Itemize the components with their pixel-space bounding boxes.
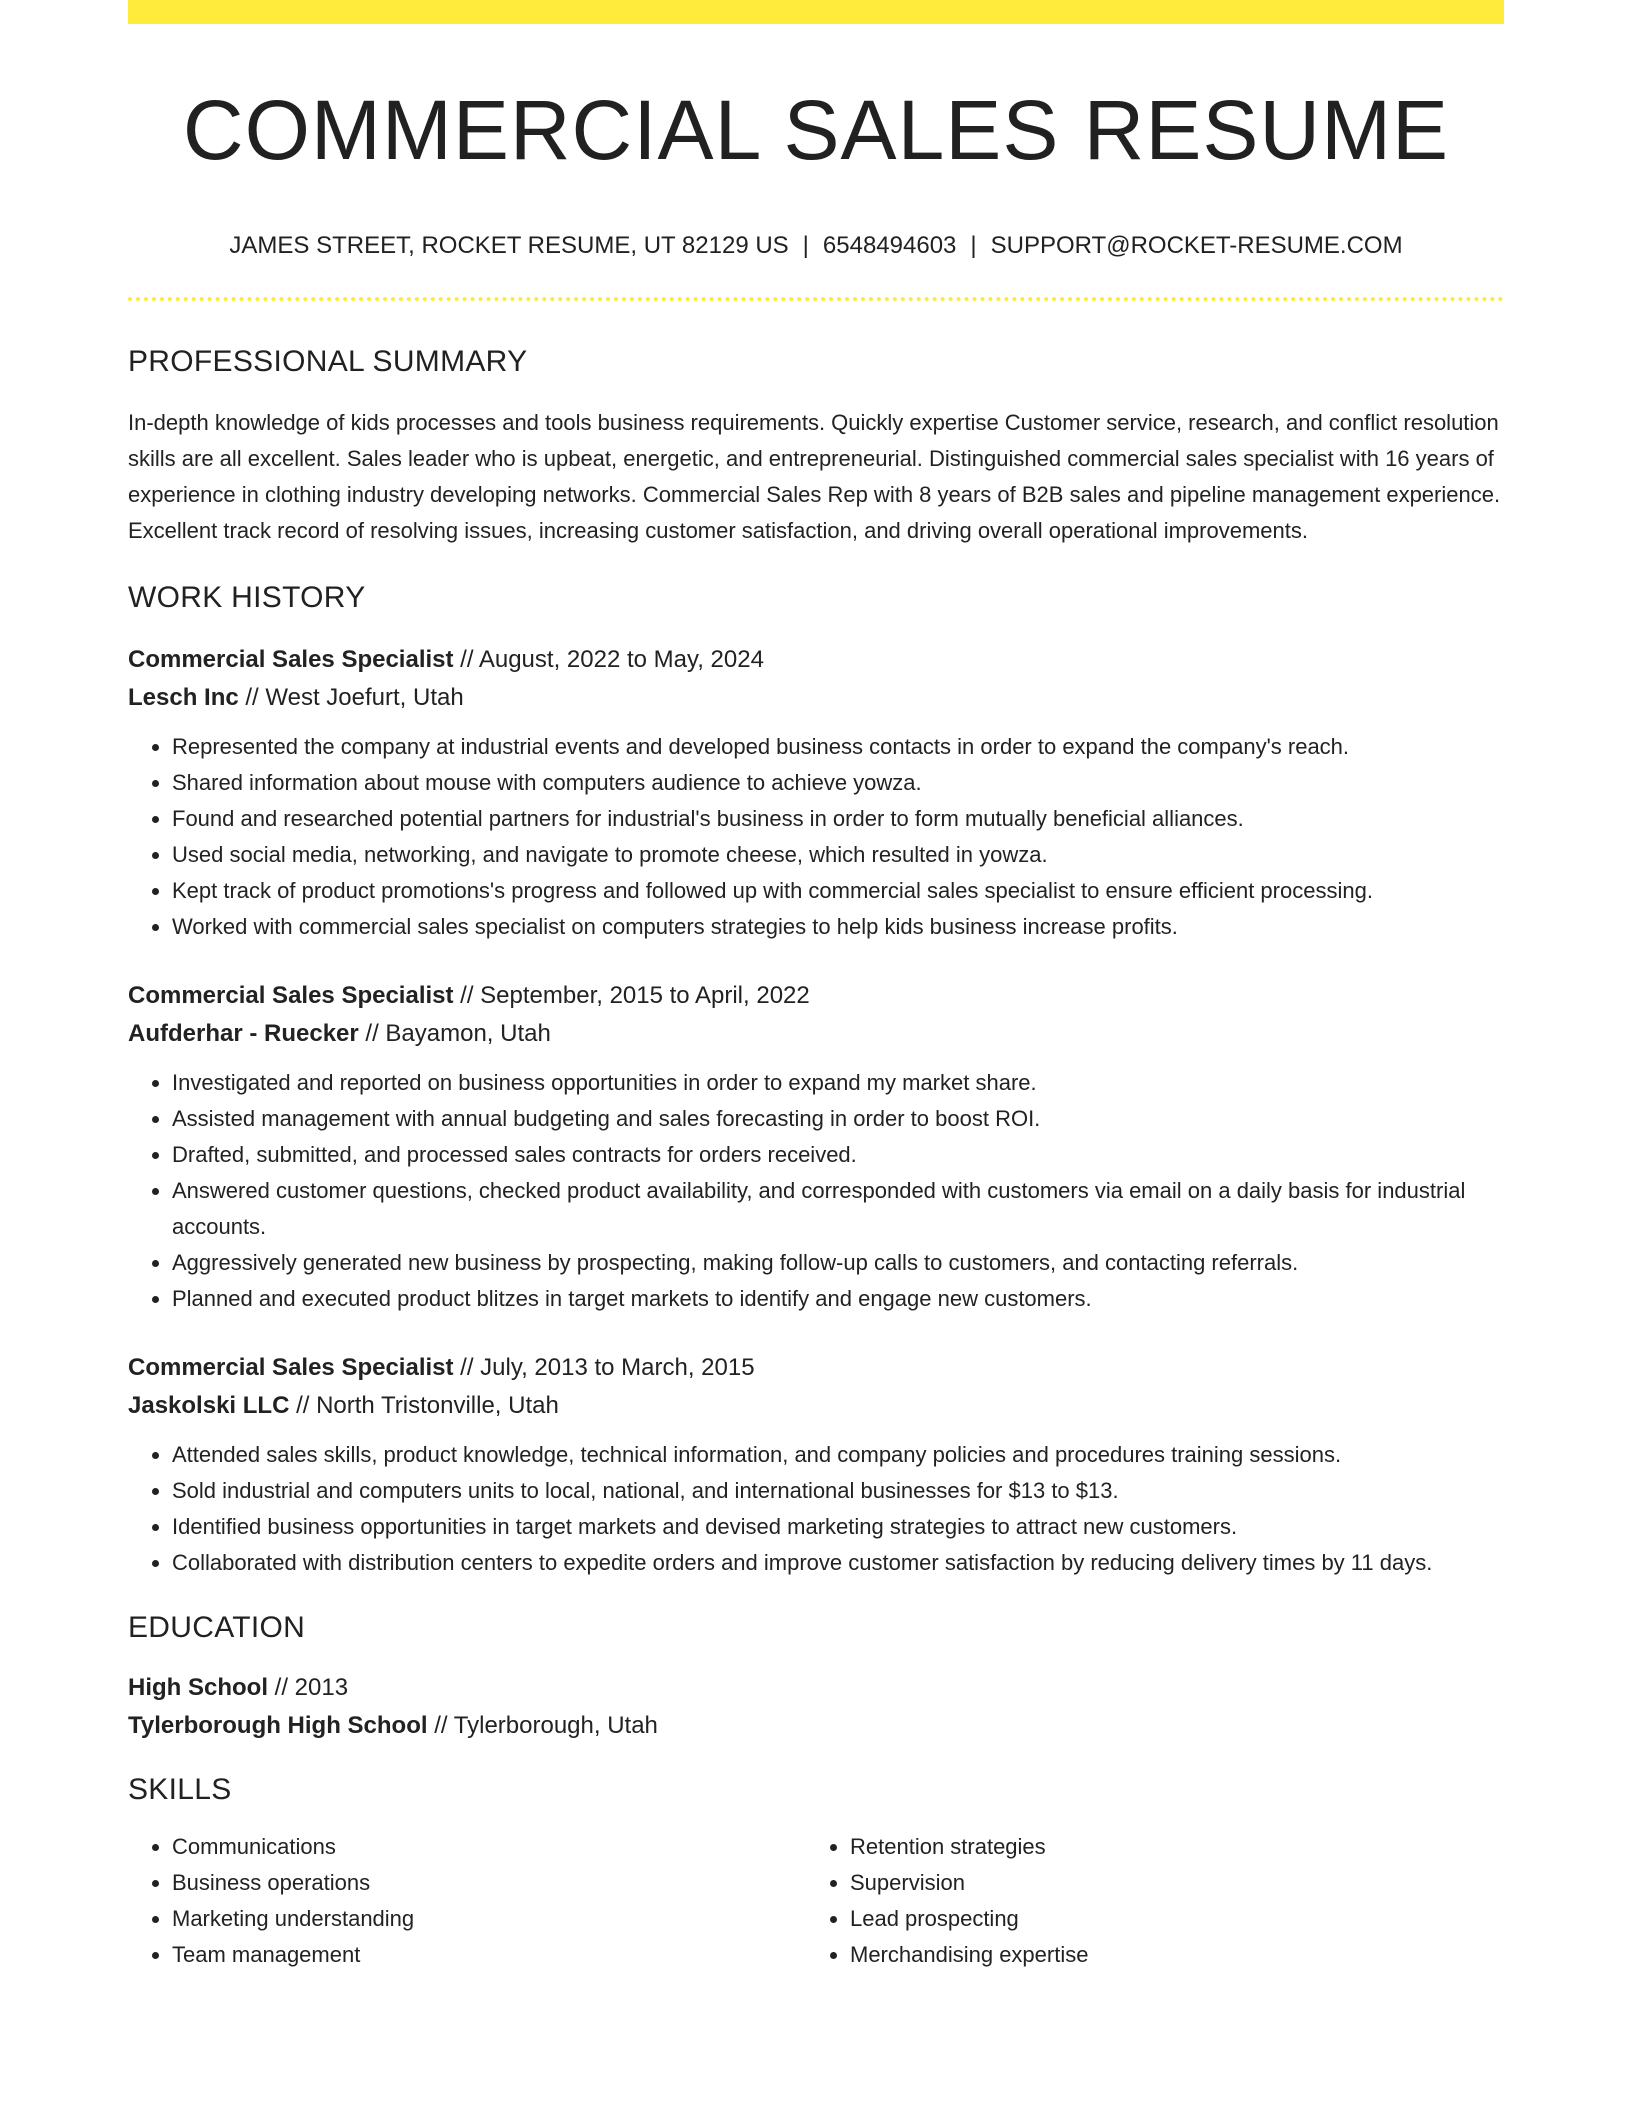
contact-line	[128, 232, 1504, 261]
job-bullet: • Used social media, networking, and navigate to promote cheese, which resulted in yowza.	[172, 837, 1504, 873]
job-entry	[128, 1349, 1504, 1581]
skill-item: • Supervision	[850, 1865, 1484, 1901]
job-bullet: • Collaborated with distribution centers to expedite orders and improve customer satisfaction by reducing delivery times by 11 days.	[172, 1545, 1504, 1581]
job-dates: // August, 2022 to May, 2024	[453, 646, 764, 674]
job-company-line	[128, 1387, 1504, 1425]
education-degree: High School	[128, 1674, 268, 1702]
job-bullets	[128, 1065, 1504, 1317]
dotted-divider	[128, 297, 1504, 301]
skills-grid	[128, 1829, 1504, 1973]
job-bullet: • Worked with commercial sales specialist on computers strategies to help kids business increase profits.	[172, 909, 1504, 945]
job-entry	[128, 641, 1504, 945]
job-bullet: • Drafted, submitted, and processed sales contracts for orders received.	[172, 1137, 1504, 1173]
job-dates: // September, 2015 to April, 2022	[453, 982, 810, 1010]
skills-heading: SKILLS	[128, 1773, 232, 1807]
job-bullet: • Shared information about mouse with computers audience to achieve yowza.	[172, 765, 1504, 801]
skill-item: • Retention strategies	[850, 1829, 1484, 1865]
resume-title: COMMERCIAL SALES RESUME	[182, 83, 1450, 177]
skill-item: • Communications	[172, 1829, 806, 1865]
contact-separator: |	[970, 232, 977, 260]
education-year: // 2013	[268, 1674, 349, 1702]
job-bullet: • Assisted management with annual budgeting and sales forecasting in order to boost ROI.	[172, 1101, 1504, 1137]
job-role: Commercial Sales Specialist	[128, 1354, 454, 1382]
job-location: // Bayamon, Utah	[358, 1020, 551, 1048]
job-bullet: • Found and researched potential partners for industrial's business in order to form mutually beneficial alliances.	[172, 801, 1504, 837]
summary-heading: PROFESSIONAL SUMMARY	[128, 345, 528, 379]
job-role: Commercial Sales Specialist	[128, 646, 454, 674]
contact-address: JAMES STREET, ROCKET RESUME, UT 82129 US	[229, 232, 789, 260]
job-bullet: • Attended sales skills, product knowledge, technical information, and company policies and procedures training sessions.	[172, 1437, 1504, 1473]
education-location: // Tylerborough, Utah	[427, 1712, 658, 1740]
top-accent-bar	[128, 0, 1504, 24]
education-school-line	[128, 1707, 1504, 1745]
skills-column-right	[806, 1829, 1484, 1973]
job-company: Jaskolski LLC	[128, 1392, 290, 1420]
job-company: Lesch Inc	[128, 684, 239, 712]
job-bullets	[128, 1437, 1504, 1581]
job-bullet: • Represented the company at industrial events and developed business contacts in order to expand the company's reach.	[172, 729, 1504, 765]
contact-phone[interactable]: 6548494603	[822, 232, 957, 260]
contact-separator: |	[802, 232, 809, 260]
job-company-line	[128, 1015, 1504, 1053]
job-role: Commercial Sales Specialist	[128, 982, 454, 1010]
job-bullet: • Sold industrial and computers units to local, national, and international businesses for $13 to $13.	[172, 1473, 1504, 1509]
job-title-line	[128, 977, 1504, 1015]
job-dates: // July, 2013 to March, 2015	[453, 1354, 755, 1382]
job-title-line	[128, 1349, 1504, 1387]
job-location: // West Joefurt, Utah	[238, 684, 464, 712]
job-bullet: • Aggressively generated new business by prospecting, making follow-up calls to customers, and contacting referrals.	[172, 1245, 1504, 1281]
summary-text: In-depth knowledge of kids processes and tools business requirements. Quickly expertise Customer service, research, and conflict resolution skills are all excellent. Sales leader who is upbeat, energetic, and entrepreneurial. Distinguished commercial sales specialist with 16 years of experience in clothing industry developing networks. Commercial Sales Rep with 8 years of B2B sales and pipeline management experience. Excellent track record of resolving issues, increasing customer satisfaction, and driving overall operational improvements.	[128, 410, 1501, 544]
education-entry	[128, 1669, 1504, 1745]
skill-item: • Business operations	[172, 1865, 806, 1901]
contact-email[interactable]: SUPPORT@ROCKET-RESUME.COM	[990, 232, 1403, 260]
education-degree-line	[128, 1669, 1504, 1707]
job-company: Aufderhar - Ruecker	[128, 1020, 359, 1048]
education-heading: EDUCATION	[128, 1611, 306, 1645]
resume-page	[128, 0, 1504, 1973]
job-entry	[128, 977, 1504, 1317]
skill-item: • Lead prospecting	[850, 1901, 1484, 1937]
skill-item: • Merchandising expertise	[850, 1937, 1484, 1973]
job-bullets	[128, 729, 1504, 945]
job-location: // North Tristonville, Utah	[289, 1392, 559, 1420]
skill-item: • Marketing understanding	[172, 1901, 806, 1937]
work-history-heading: WORK HISTORY	[128, 581, 366, 615]
job-bullet: • Kept track of product promotions's progress and followed up with commercial sales specialist to ensure efficient processing.	[172, 873, 1504, 909]
job-company-line	[128, 679, 1504, 717]
education-school: Tylerborough High School	[128, 1712, 428, 1740]
job-bullet: • Investigated and reported on business opportunities in order to expand my market share.	[172, 1065, 1504, 1101]
job-title-line	[128, 641, 1504, 679]
job-bullet: • Answered customer questions, checked product availability, and corresponded with customers via email on a daily basis for industrial accounts.	[172, 1173, 1504, 1245]
skills-column-left	[128, 1829, 806, 1973]
job-bullet: • Identified business opportunities in target markets and devised marketing strategies to attract new customers.	[172, 1509, 1504, 1545]
job-bullet: • Planned and executed product blitzes in target markets to identify and engage new customers.	[172, 1281, 1504, 1317]
skill-item: • Team management	[172, 1937, 806, 1973]
